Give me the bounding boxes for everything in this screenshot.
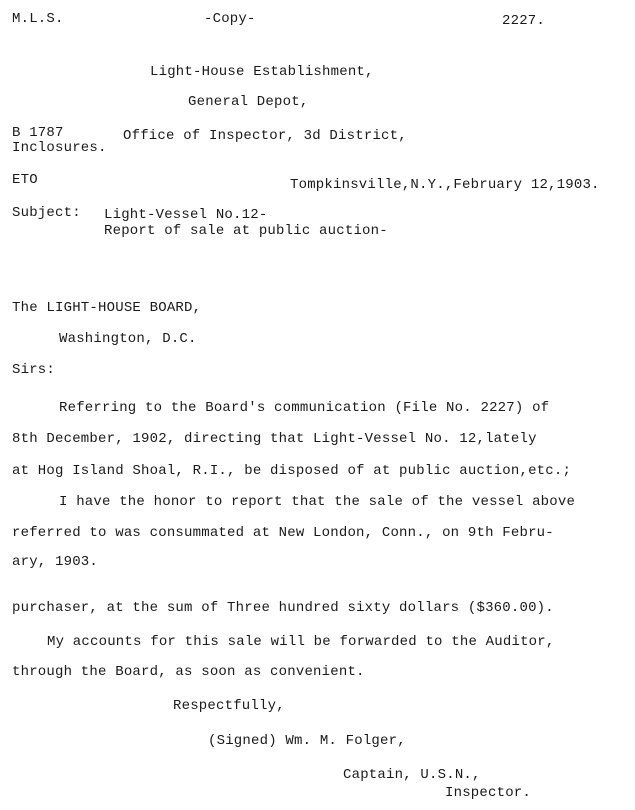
closing-rank: Captain, U.S.N., (343, 767, 481, 783)
closing-title: Inspector. (445, 785, 532, 801)
body-p4-line-1: My accounts for this sale will be forwarded to the Auditor, (47, 634, 555, 650)
office-line: Office of Inspector, 3d District, (123, 128, 407, 144)
body-p1-line-1: Referring to the Board's communication (File No. 2227) of (59, 400, 550, 416)
body-p4-line-2: through the Board, as soon as convenient. (12, 664, 365, 680)
body-p1-line-3: at Hog Island Shoal, R.I., be disposed of at public auction,etc.; (12, 463, 572, 479)
salutation: Sirs: (12, 362, 56, 378)
subject-line-1: Light-Vessel No.12- (104, 207, 268, 223)
initials: M.L.S. (12, 11, 64, 27)
file-number: 2227. (502, 13, 546, 29)
reference-code: B 1787 (12, 125, 64, 141)
body-p2-line-1: I have the honor to report that the sale of the vessel above (59, 494, 576, 510)
enclosures-line: Inclosures. (12, 140, 107, 156)
subject-label: Subject: (12, 205, 81, 221)
closing-respectfully: Respectfully, (173, 698, 285, 714)
body-p2-line-2: referred to was consummated at New London, Conn., on 9th Febru- (12, 525, 554, 541)
place-date-line: Tompkinsville,N.Y.,February 12,1903. (290, 177, 600, 193)
eto-code: ETO (12, 172, 38, 188)
addressee-board: The LIGHT-HOUSE BOARD, (12, 300, 202, 316)
body-p3-line-1: purchaser, at the sum of Three hundred sixty dollars ($360.00). (12, 600, 554, 616)
body-p1-line-2: 8th December, 1902, directing that Light-Vessel No. 12,lately (12, 431, 537, 447)
establishment-line: Light-House Establishment, (150, 64, 374, 80)
copy-mark: -Copy- (204, 11, 256, 27)
depot-line: General Depot, (188, 94, 309, 110)
closing-signature: (Signed) Wm. M. Folger, (208, 733, 406, 749)
addressee-city: Washington, D.C. (59, 331, 197, 347)
body-p2-line-3: ary, 1903. (12, 554, 99, 570)
subject-line-2: Report of sale at public auction- (104, 223, 388, 239)
